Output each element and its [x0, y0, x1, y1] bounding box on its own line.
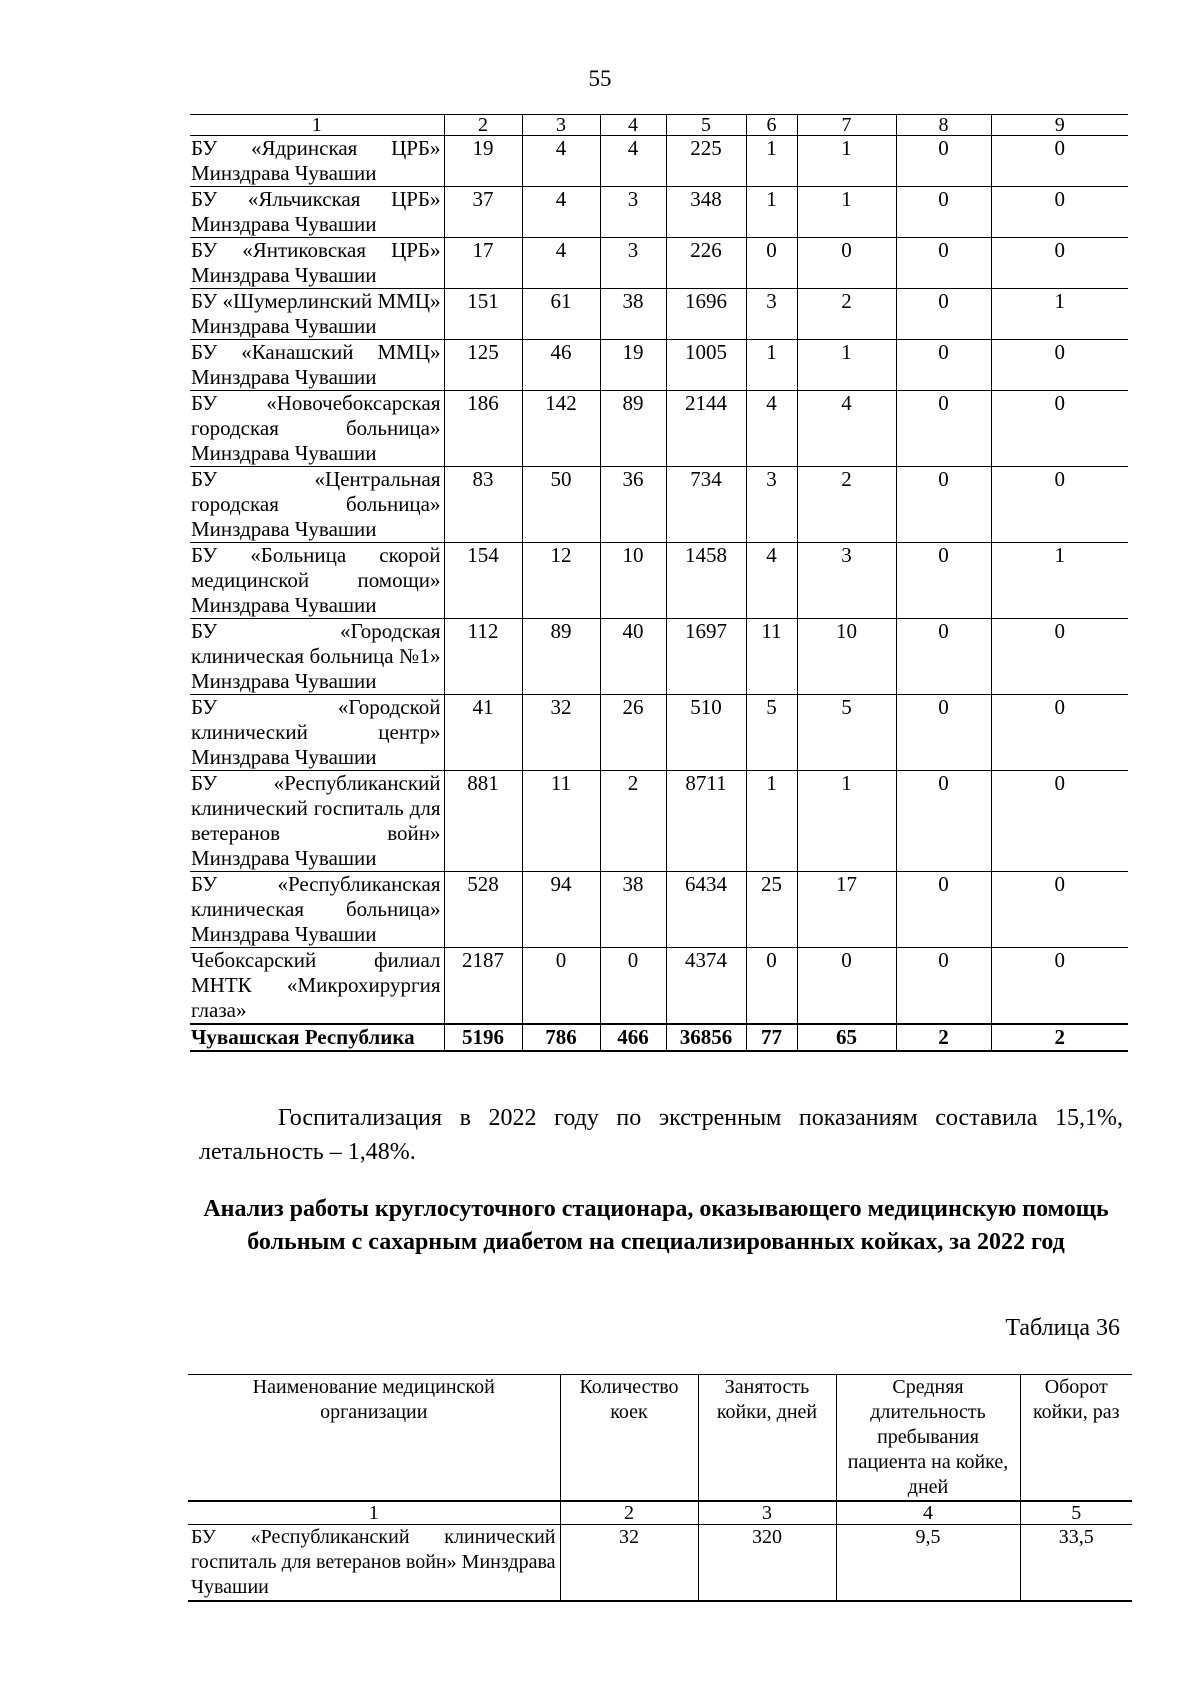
cell-value: 3 — [600, 238, 666, 289]
cell-value: 17 — [444, 238, 522, 289]
table-row — [190, 948, 1128, 1025]
cell-value: 61 — [522, 289, 600, 340]
cell-value: 3 — [600, 187, 666, 238]
cell-value: 125 — [444, 340, 522, 391]
table-row — [190, 136, 1128, 187]
cell-value: 320 — [698, 1525, 836, 1602]
cell-value: 186 — [444, 391, 522, 467]
total-value: 36856 — [666, 1024, 746, 1051]
organization-name: БУ «Центральная городская больница» Минздрава Чувашии — [190, 467, 444, 543]
cell-value: 2187 — [444, 948, 522, 1025]
cell-value: 0 — [991, 391, 1128, 467]
cell-value: 0 — [896, 619, 991, 695]
cell-value: 38 — [600, 872, 666, 948]
table-row — [190, 340, 1128, 391]
organization-name: Чебоксарский филиал МНТК «Микрохирургия глаза» — [190, 948, 444, 1025]
cell-value: 1 — [746, 771, 797, 872]
cell-value: 0 — [797, 238, 896, 289]
cell-value: 5 — [746, 695, 797, 771]
table-row — [190, 187, 1128, 238]
cell-value: 528 — [444, 872, 522, 948]
cell-value: 0 — [991, 695, 1128, 771]
cell-value: 0 — [896, 238, 991, 289]
cell-value: 0 — [797, 948, 896, 1025]
column-header: Занятость койки, дней — [698, 1375, 836, 1502]
column-number: 4 — [600, 115, 666, 136]
table-row — [190, 872, 1128, 948]
table-row — [188, 1525, 1132, 1602]
total-value: 2 — [991, 1024, 1128, 1051]
cell-value: 4 — [522, 136, 600, 187]
table-row — [190, 467, 1128, 543]
table-header-row — [188, 1375, 1132, 1502]
cell-value: 1 — [797, 136, 896, 187]
cell-value: 734 — [666, 467, 746, 543]
cell-value: 1 — [746, 136, 797, 187]
organization-name: БУ «Шумерлинский ММЦ» Минздрава Чувашии — [190, 289, 444, 340]
cell-value: 1 — [746, 340, 797, 391]
total-row — [190, 1024, 1128, 1051]
cell-value: 225 — [666, 136, 746, 187]
table-row — [190, 695, 1128, 771]
cell-value: 26 — [600, 695, 666, 771]
organization-name: БУ «Янтиковская ЦРБ» Минздрава Чувашии — [190, 238, 444, 289]
column-number: 9 — [991, 115, 1128, 136]
cell-value: 142 — [522, 391, 600, 467]
organization-name: БУ «Городская клиническая больница №1» Минздрава Чувашии — [190, 619, 444, 695]
cell-value: 0 — [991, 948, 1128, 1025]
cell-value: 11 — [522, 771, 600, 872]
total-value: 2 — [896, 1024, 991, 1051]
cell-value: 3 — [746, 467, 797, 543]
cell-value: 4374 — [666, 948, 746, 1025]
cell-value: 0 — [522, 948, 600, 1025]
cell-value: 0 — [991, 872, 1128, 948]
column-number: 5 — [1020, 1501, 1132, 1525]
column-header: Средняя длительность пребывания пациента на койке, дней — [836, 1375, 1020, 1502]
cell-value: 1 — [797, 771, 896, 872]
cell-value: 0 — [991, 136, 1128, 187]
cell-value: 12 — [522, 543, 600, 619]
cell-value: 40 — [600, 619, 666, 695]
cell-value: 4 — [797, 391, 896, 467]
column-number: 3 — [522, 115, 600, 136]
cell-value: 4 — [522, 238, 600, 289]
cell-value: 0 — [896, 340, 991, 391]
cell-value: 112 — [444, 619, 522, 695]
cell-value: 4 — [522, 187, 600, 238]
column-number: 6 — [746, 115, 797, 136]
cell-value: 881 — [444, 771, 522, 872]
cell-value: 348 — [666, 187, 746, 238]
cell-value: 0 — [991, 467, 1128, 543]
cell-value: 50 — [522, 467, 600, 543]
total-value: 466 — [600, 1024, 666, 1051]
cell-value: 0 — [896, 771, 991, 872]
cell-value: 83 — [444, 467, 522, 543]
cell-value: 89 — [522, 619, 600, 695]
cell-value: 0 — [896, 948, 991, 1025]
total-value: 5196 — [444, 1024, 522, 1051]
organization-name: БУ «Республиканский клинический госпиталь для ветеранов войн» Минздрава Чувашии — [190, 771, 444, 872]
organization-name: БУ «Республиканская клиническая больница» Минздрава Чувашии — [190, 872, 444, 948]
cell-value: 1 — [991, 289, 1128, 340]
cell-value: 1 — [797, 187, 896, 238]
cell-value: 10 — [600, 543, 666, 619]
cell-value: 5 — [797, 695, 896, 771]
table-row — [190, 391, 1128, 467]
cell-value: 33,5 — [1020, 1525, 1132, 1602]
cell-value: 4 — [746, 543, 797, 619]
table-row — [190, 619, 1128, 695]
cell-value: 2 — [600, 771, 666, 872]
cell-value: 4 — [600, 136, 666, 187]
cell-value: 1697 — [666, 619, 746, 695]
cell-value: 89 — [600, 391, 666, 467]
cell-value: 151 — [444, 289, 522, 340]
column-number: 3 — [698, 1501, 836, 1525]
cell-value: 510 — [666, 695, 746, 771]
cell-value: 10 — [797, 619, 896, 695]
cell-value: 0 — [746, 948, 797, 1025]
total-value: 786 — [522, 1024, 600, 1051]
cell-value: 32 — [522, 695, 600, 771]
cell-value: 0 — [991, 238, 1128, 289]
cell-value: 2144 — [666, 391, 746, 467]
organization-name: БУ «Новочебоксарская городская больница» Минздрава Чувашии — [190, 391, 444, 467]
cell-value: 0 — [600, 948, 666, 1025]
cell-value: 25 — [746, 872, 797, 948]
cell-value: 36 — [600, 467, 666, 543]
table-row — [190, 238, 1128, 289]
cell-value: 1458 — [666, 543, 746, 619]
cell-value: 0 — [896, 289, 991, 340]
cell-value: 37 — [444, 187, 522, 238]
organization-name: БУ «Больница скорой медицинской помощи» Минздрава Чувашии — [190, 543, 444, 619]
hospital-stats-table — [190, 114, 1128, 1052]
page-number: 55 — [588, 66, 612, 91]
cell-value: 154 — [444, 543, 522, 619]
cell-value: 9,5 — [836, 1525, 1020, 1602]
organization-name: БУ «Городской клинический центр» Минздрава Чувашии — [190, 695, 444, 771]
cell-value: 1 — [746, 187, 797, 238]
cell-value: 94 — [522, 872, 600, 948]
cell-value: 1 — [797, 340, 896, 391]
total-label: Чувашская Республика — [190, 1024, 444, 1051]
cell-value: 11 — [746, 619, 797, 695]
cell-value: 38 — [600, 289, 666, 340]
table-label: Таблица 36 — [1005, 1315, 1120, 1341]
cell-value: 1 — [991, 543, 1128, 619]
column-header: Количество коек — [560, 1375, 698, 1502]
cell-value: 0 — [991, 340, 1128, 391]
column-header: Наименование медицинской организации — [188, 1375, 560, 1502]
column-number: 7 — [797, 115, 896, 136]
column-number: 5 — [666, 115, 746, 136]
cell-value: 0 — [991, 619, 1128, 695]
cell-value: 3 — [746, 289, 797, 340]
cell-value: 0 — [991, 187, 1128, 238]
cell-value: 1005 — [666, 340, 746, 391]
cell-value: 0 — [896, 467, 991, 543]
cell-value: 41 — [444, 695, 522, 771]
organization-name: БУ «Канашский ММЦ» Минздрава Чувашии — [190, 340, 444, 391]
section-heading: Анализ работы круглосуточного стационара, оказывающего медицинскую помощь больным с сахарным диабетом на специализированных койках, за 2022 год — [203, 1196, 1109, 1255]
column-number: 2 — [444, 115, 522, 136]
cell-value: 17 — [797, 872, 896, 948]
cell-value: 0 — [896, 391, 991, 467]
column-header: Оборот койки, раз — [1020, 1375, 1132, 1502]
cell-value: 19 — [600, 340, 666, 391]
column-number: 4 — [836, 1501, 1020, 1525]
cell-value: 46 — [522, 340, 600, 391]
table-header-row — [190, 115, 1128, 136]
table-row — [190, 289, 1128, 340]
cell-value: 0 — [991, 771, 1128, 872]
cell-value: 32 — [560, 1525, 698, 1602]
table-row — [190, 543, 1128, 619]
cell-value: 0 — [896, 543, 991, 619]
cell-value: 0 — [746, 238, 797, 289]
column-number: 2 — [560, 1501, 698, 1525]
cell-value: 8711 — [666, 771, 746, 872]
table-row — [190, 771, 1128, 872]
cell-value: 6434 — [666, 872, 746, 948]
cell-value: 0 — [896, 136, 991, 187]
column-number: 1 — [188, 1501, 560, 1525]
total-value: 77 — [746, 1024, 797, 1051]
organization-name: БУ «Яльчикская ЦРБ» Минздрава Чувашии — [190, 187, 444, 238]
column-number-row — [188, 1501, 1132, 1525]
hospitalization-paragraph: Госпитализация в 2022 году по экстренным показаниям составила 15,1%, летальность – 1,48%. — [199, 1105, 1123, 1165]
organization-name: БУ «Ядринская ЦРБ» Минздрава Чувашии — [190, 136, 444, 187]
cell-value: 3 — [797, 543, 896, 619]
cell-value: 0 — [896, 695, 991, 771]
column-number: 8 — [896, 115, 991, 136]
total-value: 65 — [797, 1024, 896, 1051]
cell-value: 0 — [896, 872, 991, 948]
cell-value: 4 — [746, 391, 797, 467]
diabetes-beds-table — [188, 1374, 1132, 1602]
cell-value: 226 — [666, 238, 746, 289]
cell-value: 0 — [896, 187, 991, 238]
cell-value: 2 — [797, 467, 896, 543]
cell-value: 1696 — [666, 289, 746, 340]
column-number: 1 — [190, 115, 444, 136]
cell-value: 19 — [444, 136, 522, 187]
organization-name: БУ «Республиканский клинический госпиталь для ветеранов войн» Минздрава Чувашии — [188, 1525, 560, 1602]
cell-value: 2 — [797, 289, 896, 340]
